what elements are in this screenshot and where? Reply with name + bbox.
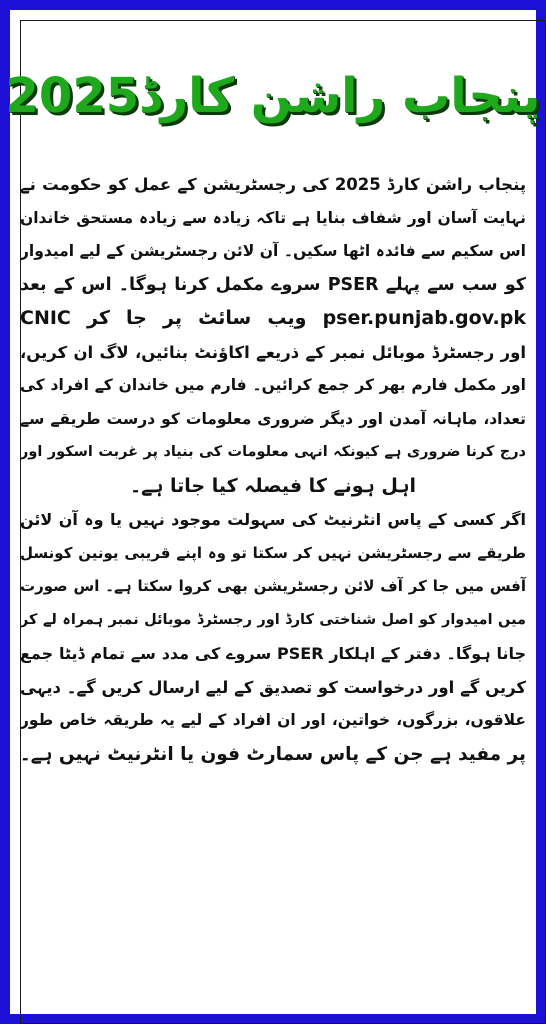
paragraph-1-line: درج کرنا ضروری ہے کیونکہ انہی معلومات کی بنیاد پر غربت اسکور اور: [20, 444, 526, 460]
paragraph-2: [20, 503, 526, 771]
paragraph-2-line: طریقے سے رجسٹریشن نہیں کر سکتا تو وہ اپنے قریبی یونین کونسل: [20, 543, 526, 562]
paragraph-1-line: اور رجسٹرڈ موبائل نمبر کے ذریعے اکاؤنٹ بنائیں، لاگ ان کریں،: [20, 342, 526, 362]
paragraph-1-line: تعداد، ماہانہ آمدن اور دیگر ضروری معلومات کو درست طریقے سے: [20, 409, 526, 428]
paragraph-2-line: میں امیدوار کو اصل شناختی کارڈ اور رجسٹرڈ موبائل نمبر ہمراہ لے کر: [20, 611, 526, 628]
paragraph-1-line: pser.punjab.gov.pk ویب سائٹ پر جا کر CNIC: [20, 307, 526, 329]
paragraph-2-line: علاقوں، بزرگوں، خواتین، اور ان افراد کے لیے یہ طریقہ خاص طور: [20, 711, 526, 729]
paragraph-2-line: اگر کسی کے پاس انٹرنیٹ کی سہولت موجود نہیں یا وہ آن لائن: [20, 510, 526, 529]
paragraph-2-line: پر مفید ہے جن کے پاس سمارٹ فون یا انٹرنیٹ نہیں ہے۔: [20, 743, 526, 765]
paragraph-1-line: نہایت آسان اور شفاف بنایا ہے تاکہ زیادہ سے زیادہ مستحق خاندان: [20, 208, 526, 227]
paragraph-1-line: کو سب سے پہلے PSER سروے مکمل کرنا ہوگا۔ اس کے بعد: [20, 274, 526, 295]
paragraph-2-line: جانا ہوگا۔ دفتر کے اہلکار PSER سروے کی مدد سے تمام ڈیٹا جمع: [20, 644, 526, 663]
paragraph-1: [20, 168, 526, 503]
paragraph-2-line: آفس میں جا کر آف لائن رجسٹریشن بھی کروا سکتا ہے۔ اس صورت: [20, 577, 526, 595]
paragraph-2-line: کریں گے اور درخواست کو تصدیق کے لیے ارسال کریں گے۔ دیہی: [20, 677, 526, 697]
paragraph-1-line: اہل ہونے کا فیصلہ کیا جاتا ہے۔: [129, 474, 417, 497]
paragraph-1-line: اور مکمل فارم بھر کر جمع کرائیں۔ فارم میں خاندان کے افراد کی: [20, 376, 526, 394]
paragraph-1-line: اس سکیم سے فائدہ اٹھا سکیں۔ آن لائن رجسٹریشن کے لیے امیدوار: [20, 242, 526, 260]
paragraph-1-line: پنجاب راشن کارڈ 2025 کی رجسٹریشن کے عمل کو حکومت نے: [20, 175, 526, 194]
page-title: پنجاب راشن کارڈ2025: [5, 68, 541, 124]
article-body: [20, 168, 526, 771]
